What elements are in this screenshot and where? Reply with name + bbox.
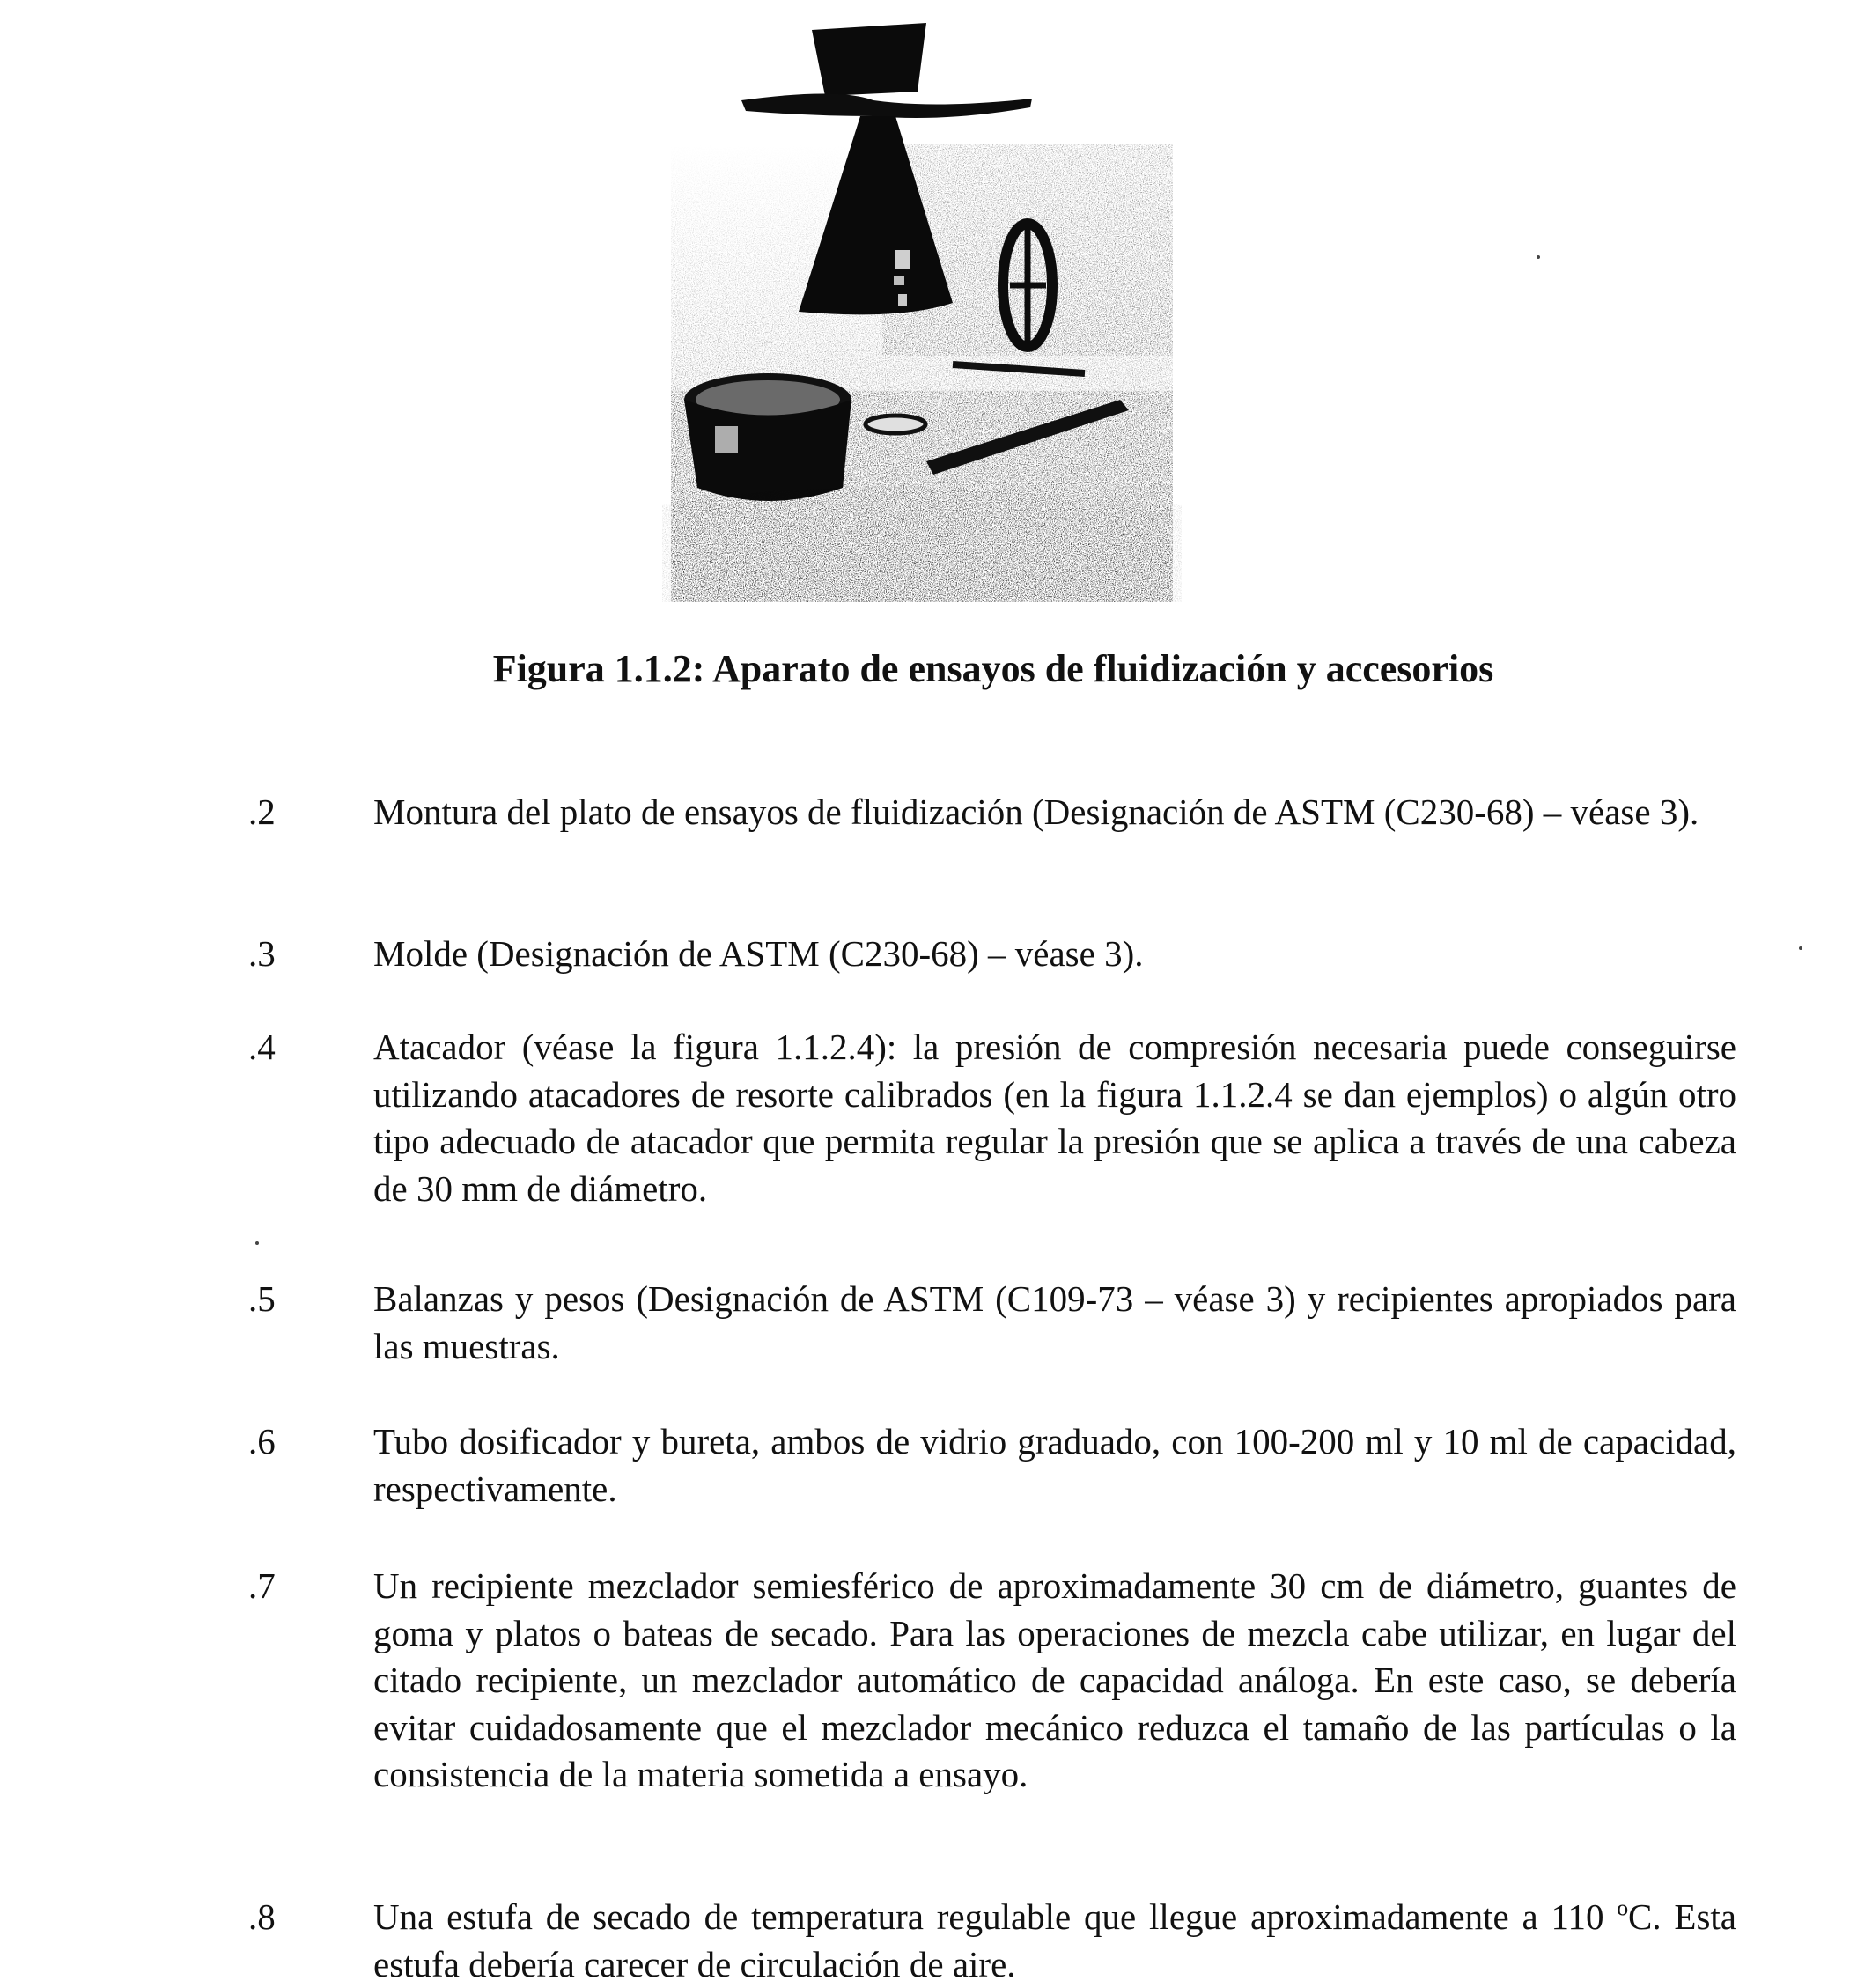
item-number: .2 [248,792,276,832]
item-text: Molde (Designación de ASTM (C230-68) – véase 3). [373,933,1144,974]
item-text: Un recipiente mezclador semiesférico de aproximadamente 30 cm de diámetro, guantes de goma y platos o bateas de secado. Para las operaciones de mezcla cabe utilizar, en lugar del citado recipiente, un mezclador automático de capacidad análoga. En este caso, se debería evitar cuidadosamente que el mezclador mecánico reduzca el tamaño de las partículas o la consistencia de la materia sometida a ensayo. [373,1565,1736,1794]
scan-speck [1537,255,1540,259]
item-number: .4 [248,1027,276,1067]
item-number: .8 [248,1896,276,1937]
figure-photo-flow-table-apparatus [662,12,1182,602]
scan-speck [255,1241,259,1245]
item-text: Balanzas y pesos (Designación de ASTM (C109-73 – véase 3) y recipientes apropiados para las muestras. [373,1278,1736,1366]
scan-speck [1799,946,1802,950]
item-number: .7 [248,1565,276,1606]
figure-caption: Figura 1.1.2: Aparato de ensayos de fluidización y accesorios [492,647,1494,690]
item-text: Atacador (véase la figura 1.1.2.4): la presión de compresión necesaria puede conseguirse utilizando atacadores de resorte calibrados (en la figura 1.1.2.4 se dan ejemplos) o algún otro tipo adecuado de atacador que permita regular la presión que se aplica a través de una cabeza de 30 mm de diámetro. [373,1027,1736,1209]
item-number: .3 [248,933,276,974]
item-text: Tubo dosificador y bureta, ambos de vidrio graduado, con 100-200 ml y 10 ml de capacidad, respectivamente. [373,1421,1736,1509]
item-number: .6 [248,1421,276,1462]
item-number: .5 [248,1278,276,1319]
item-text: Montura del plato de ensayos de fluidización (Designación de ASTM (C230-68) – véase 3). [373,792,1699,832]
item-text: Una estufa de secado de temperatura regulable que llegue aproximadamente a 110 ºC. Esta estufa debería carecer de circulación de aire. [373,1896,1736,1984]
